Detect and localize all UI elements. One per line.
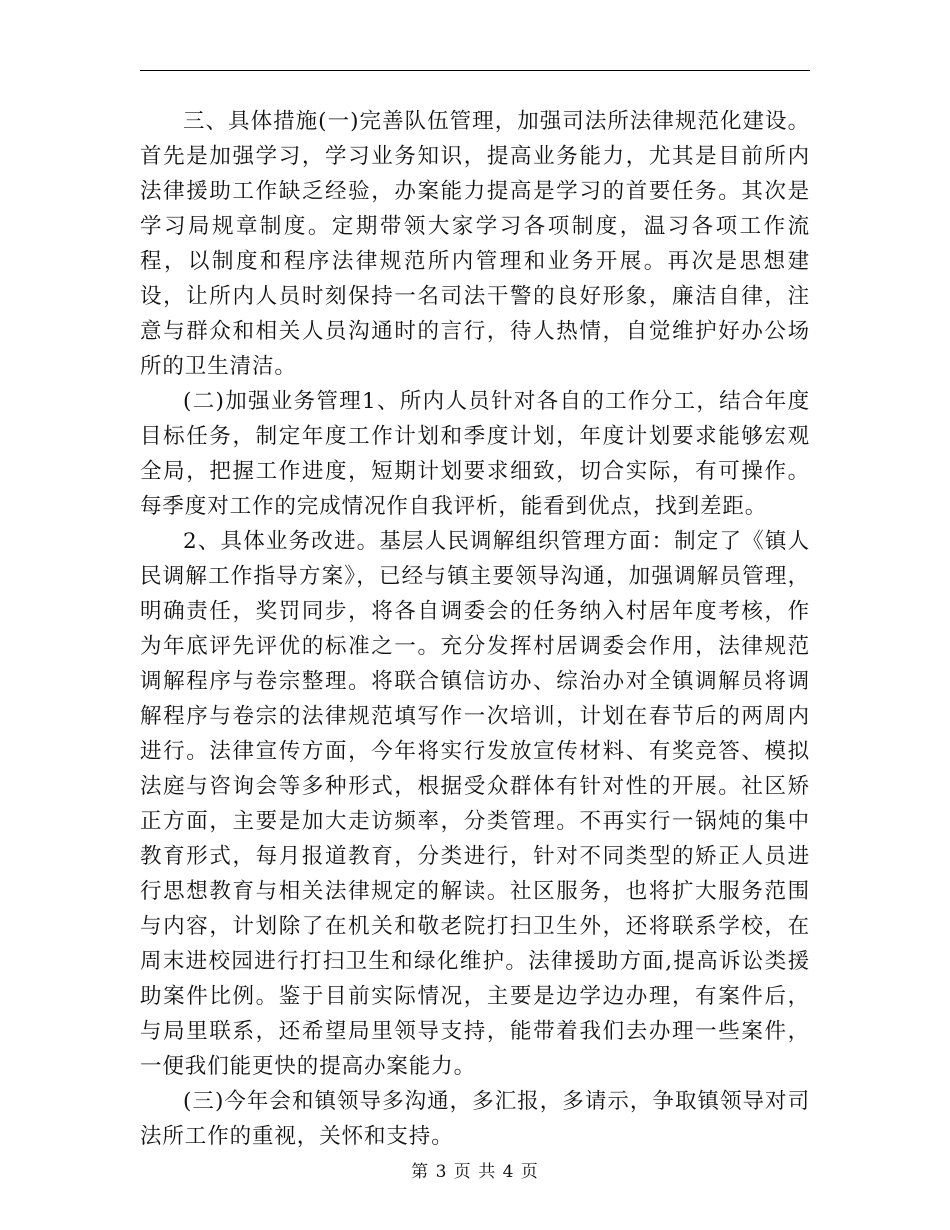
paragraph-business-management: (二)加强业务管理1、所内人员针对各自的工作分工，结合年度目标任务，制定年度工作计划和季度计划，年度计划要求能够宏观全局，把握工作进度，短期计划要求细致，切合实际，有可操作。每季度对工作的完成情况作自我评析，能看到优点，找到差距。 [140, 389, 810, 519]
paragraph-business-improvement: 2、具体业务改进。基层人民调解组织管理方面：制定了《镇人民调解工作指导方案》，已经与镇主要领导沟通，加强调解员管理，明确责任，奖罚同步，将各自调委会的任务纳入村居年度考核，作为年底评先评优的标准之一。充分发挥村居调委会作用，法律规范调解程序与卷宗整理。将联合镇信访办、综治办对全镇调解员将调解程序与卷宗的法律规范填写作一次培训，计划在春节后的两周内进行。法律宣传方面，今年将实行发放宣传材料、有奖竞答、模拟法庭与咨询会等多种形式，根据受众群体有针对性的开展。社区矫正方面，主要是加大走访频率，分类管理。不再实行一锅炖的集中教育形式，每月报道教育，分类进行，针对不同类型的矫正人员进行思想教育与相关法律规定的解读。社区服务，也将扩大服务范围与内容，计划除了在机关和敬老院打扫卫生外，还将联系学校，在周末进校园进行打扫卫生和绿化维护。法律援助方面,提高诉讼类援助案件比例。鉴于目前实际情况，主要是边学边办理，有案件后，与局里联系，还希望局里领导支持，能带着我们去办理一些案件，一便我们能更快的提高办案能力。 [140, 529, 810, 1079]
header-rule [140, 70, 810, 71]
document-body [140, 104, 810, 1154]
page-number-footer: 第 3 页 共 4 页 [411, 1162, 539, 1182]
paragraph-measures: 三、具体措施(一)完善队伍管理，加强司法所法律规范化建设。首先是加强学习，学习业务知识，提高业务能力，尤其是目前所内法律援助工作缺乏经验，办案能力提高是学习的首要任务。其次是学习局规章制度。定期带领大家学习各项制度，温习各项工作流程，以制度和程序法律规范所内管理和业务开展。再次是思想建设，让所内人员时刻保持一名司法干警的良好形象，廉洁自律，注意与群众和相关人员沟通时的言行，待人热情，自觉维护好办公场所的卫生清洁。 [140, 109, 810, 379]
paragraph-communication: (三)今年会和镇领导多沟通，多汇报，多请示，争取镇领导对司法所工作的重视，关怀和支持。 [140, 1089, 810, 1149]
